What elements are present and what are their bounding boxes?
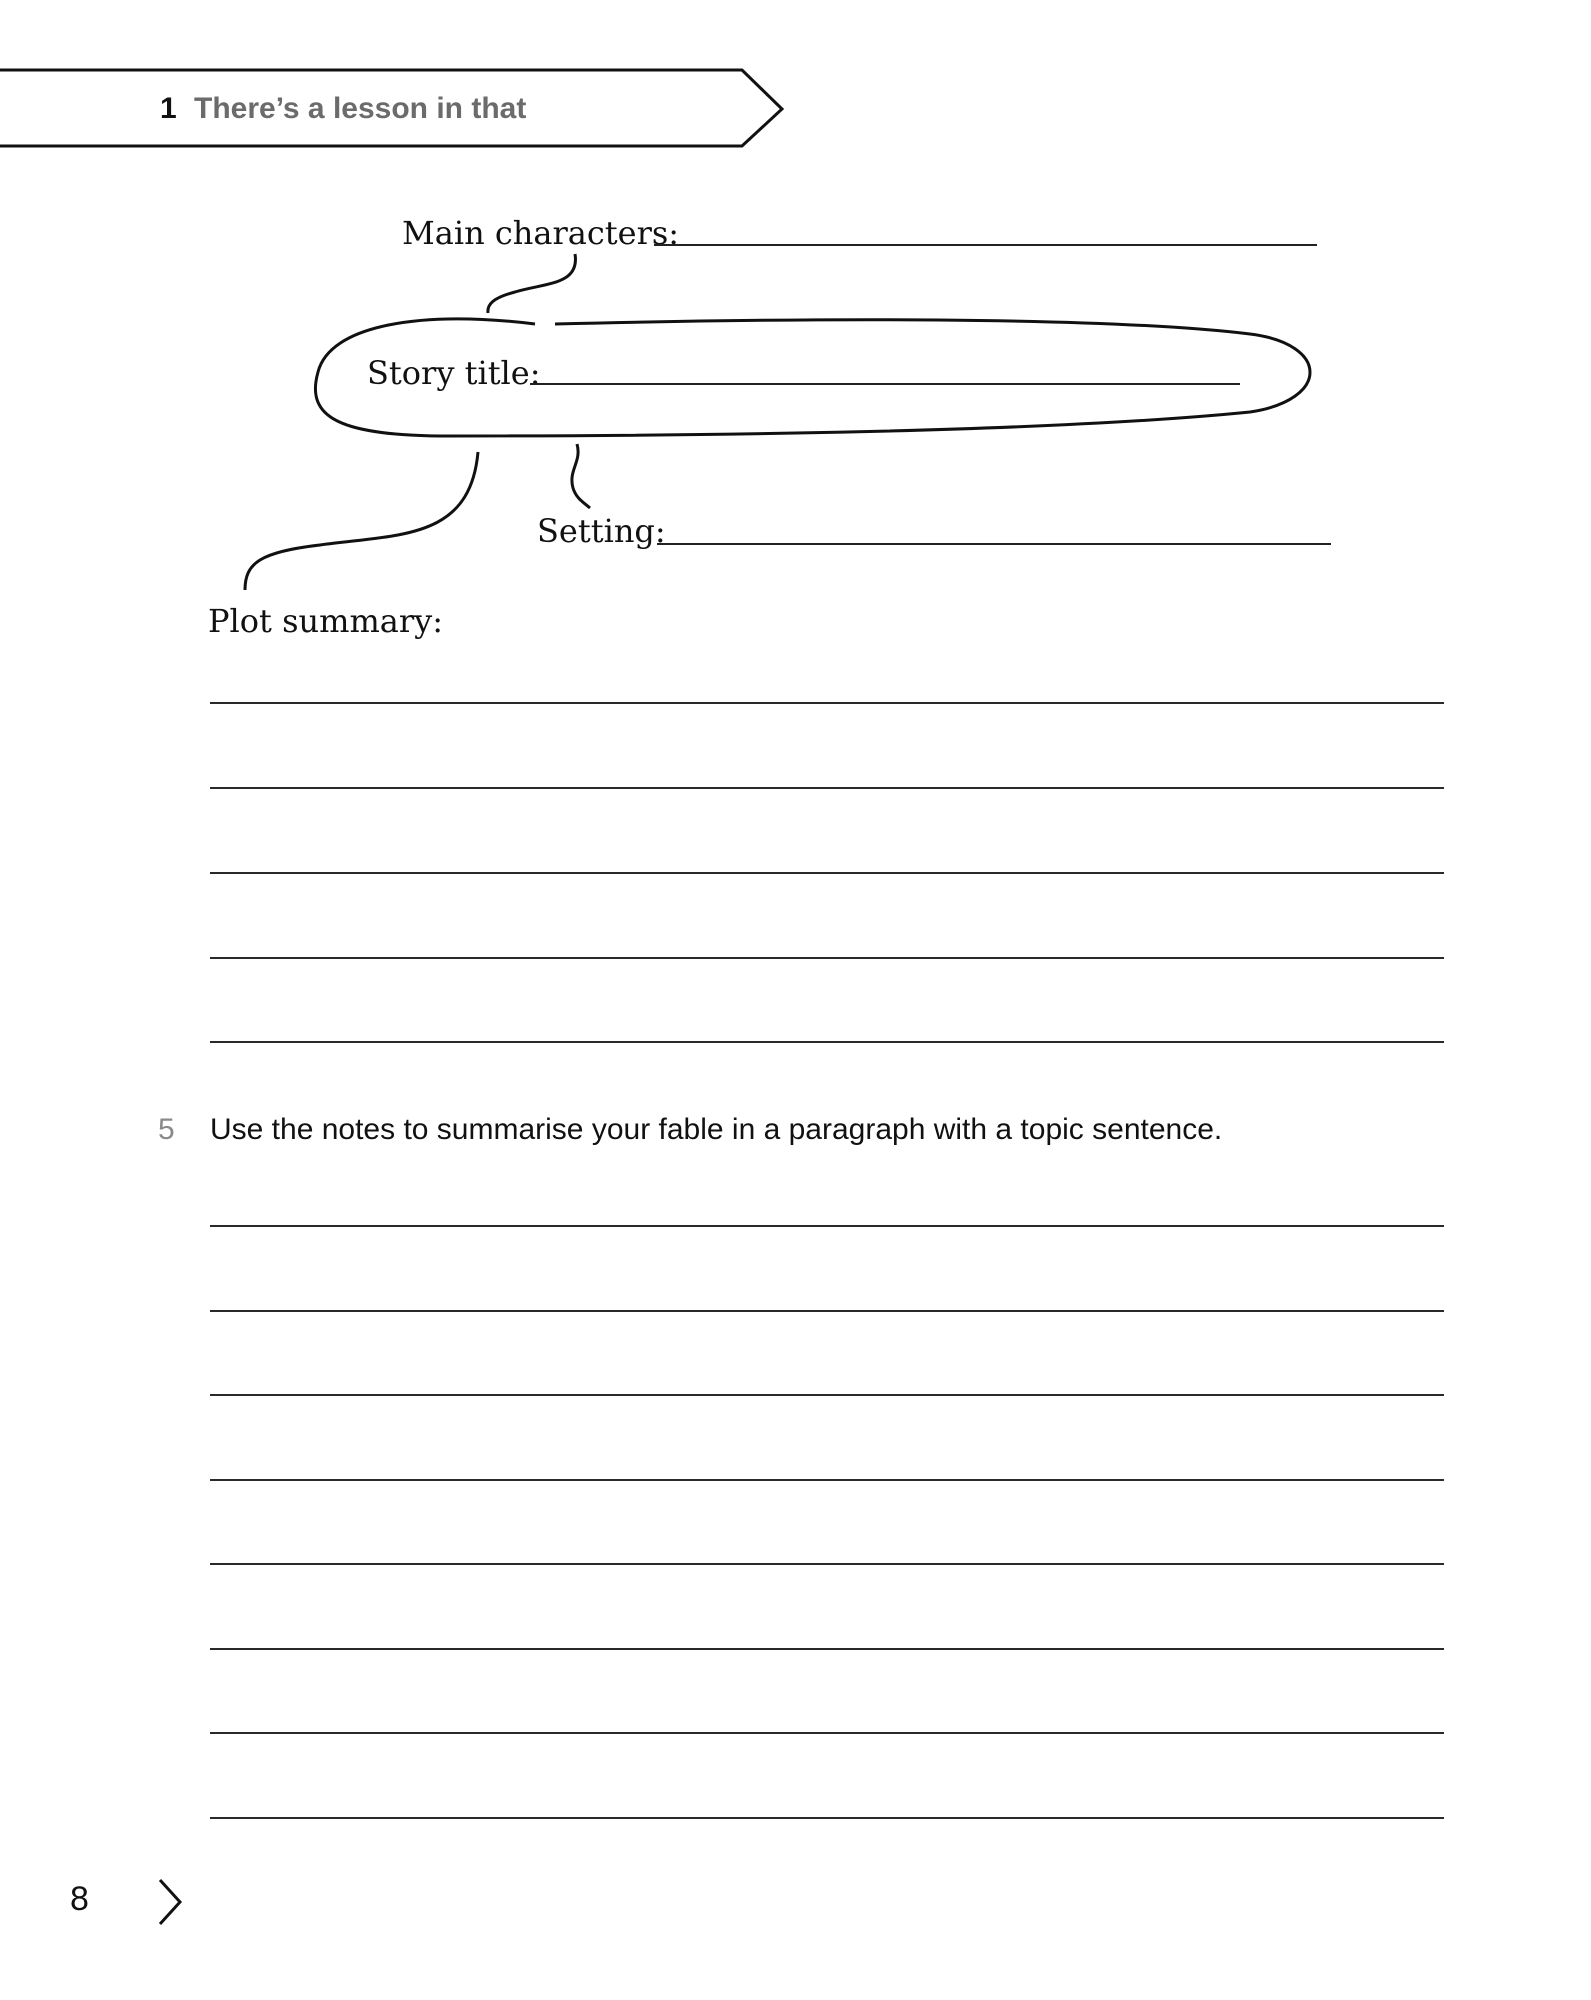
question-text: Use the notes to summarise your fable in a paragraph with a topic sentence. — [210, 1113, 1223, 1146]
chapter-number: 1 — [160, 92, 177, 125]
page-number: 8 — [70, 1880, 89, 1918]
main-characters-label: Main characters: — [402, 214, 680, 252]
answer-line[interactable] — [210, 1648, 1444, 1650]
plot-summary-line[interactable] — [210, 872, 1444, 874]
plot-summary-line[interactable] — [210, 1041, 1444, 1043]
setting-label: Setting: — [537, 512, 666, 550]
main-characters-connector — [488, 254, 576, 313]
plot-summary-line[interactable] — [210, 957, 1444, 959]
setting-blank[interactable] — [657, 543, 1331, 545]
answer-line[interactable] — [210, 1225, 1444, 1227]
story-title-label: Story title: — [367, 354, 541, 392]
main-characters-blank[interactable] — [654, 244, 1317, 246]
answer-line[interactable] — [210, 1563, 1444, 1565]
answer-line[interactable] — [210, 1479, 1444, 1481]
chapter-title: There’s a lesson in that — [194, 92, 527, 125]
answer-line[interactable] — [210, 1817, 1444, 1819]
question-number: 5 — [158, 1113, 175, 1146]
plot-summary-connector — [245, 452, 478, 590]
answer-line[interactable] — [210, 1394, 1444, 1396]
answer-line[interactable] — [210, 1732, 1444, 1734]
plot-summary-label: Plot summary: — [208, 602, 444, 640]
setting-connector — [572, 444, 590, 508]
plot-summary-line[interactable] — [210, 702, 1444, 704]
story-title-blank[interactable] — [530, 383, 1240, 385]
chevron-right-icon — [150, 1876, 190, 1928]
plot-summary-line[interactable] — [210, 787, 1444, 789]
answer-line[interactable] — [210, 1310, 1444, 1312]
